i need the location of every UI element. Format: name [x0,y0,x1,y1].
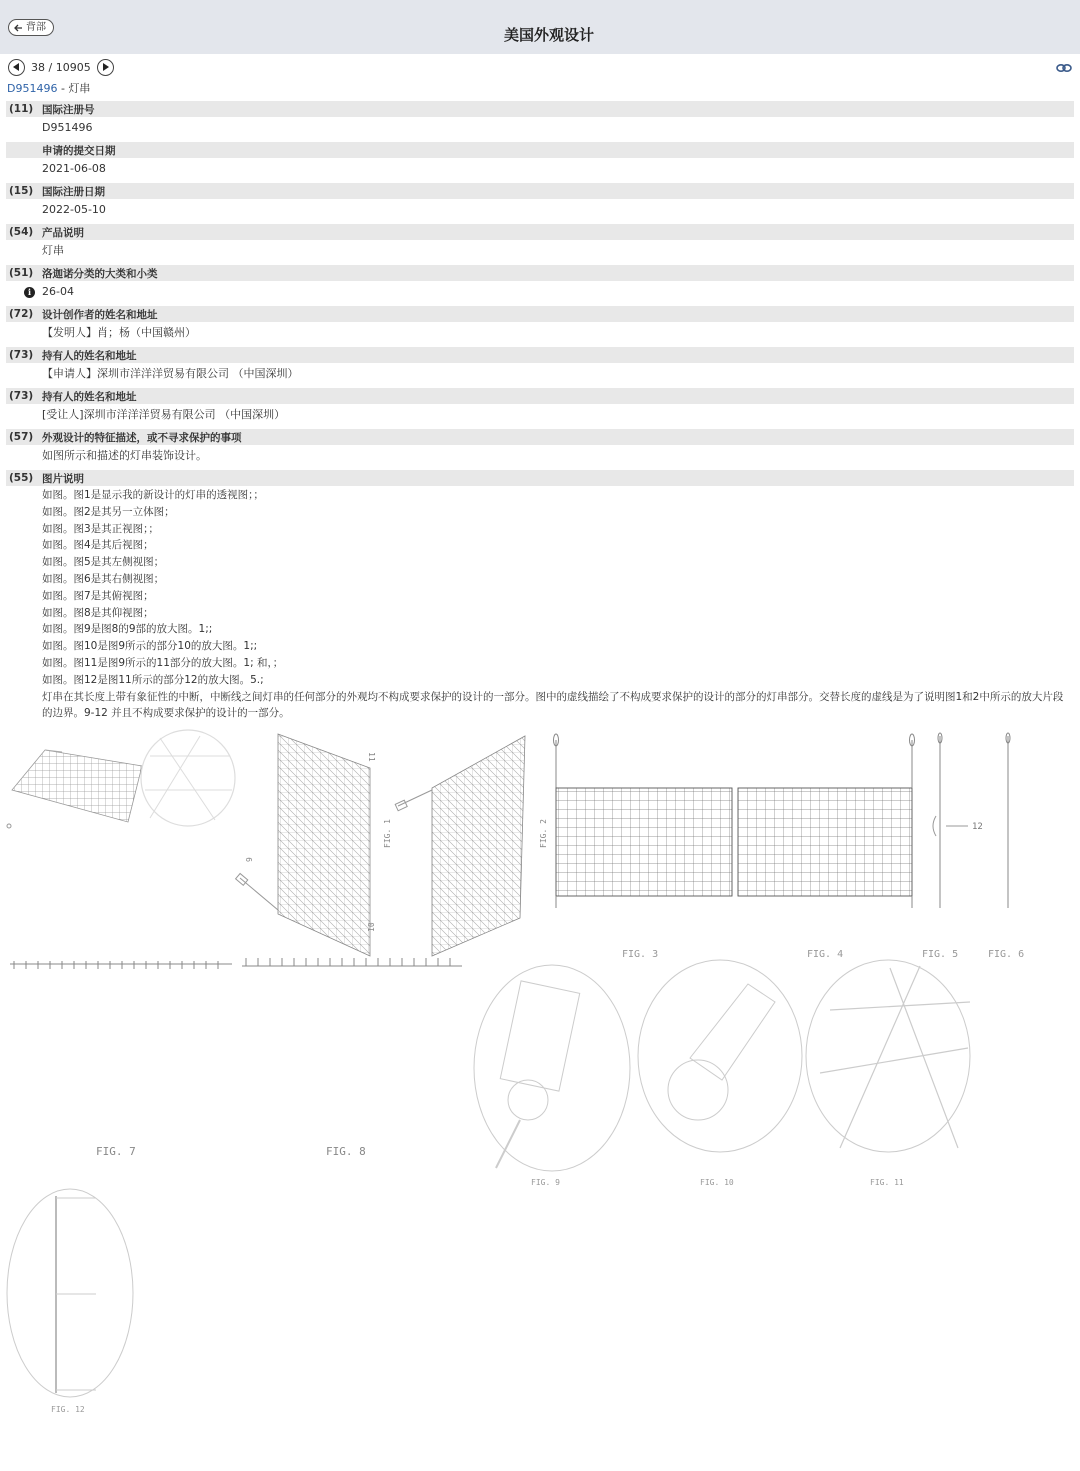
field-value: 26-04 [42,285,74,298]
field-code: (73) [9,390,34,402]
field-code: (57) [9,431,34,443]
field-label: 设计创作者的姓名和地址 [42,308,158,321]
field-locarno-class [6,265,1074,306]
link-icon[interactable] [1056,62,1072,74]
fig9-label: FIG. 9 [531,1178,560,1187]
figure-description-line: 如图。图11是图9所示的11部分的放大图。1; 和，； [42,656,284,669]
page-title: 美国外观设计 [503,26,594,44]
figure-description-line: 如图。图4是其后视图； [42,539,154,552]
top-bar [0,0,1080,54]
fig9-drawing [474,965,630,1171]
figure-description-line: 如图。图10是图9所示的部分10的放大图。1;; [42,640,258,653]
info-icon[interactable]: i [24,287,35,298]
patent-drawings [0,728,1080,1428]
field-code: (72) [9,308,34,320]
fig8-label: FIG. 8 [326,1145,366,1158]
figure-description-line: 如图。图7是其俯视图； [42,589,154,602]
figure-description-line: 如图。图12是图11所示的部分12的放大图。5.; [42,673,264,686]
field-label: 国际注册日期 [42,185,105,198]
figure-description-line: 如图。图5是其左侧视图； [42,556,165,569]
fig10-drawing [638,960,802,1152]
field-registration-number [6,101,1074,142]
fig5-label: FIG. 5 [922,949,959,960]
field-value: 【发明人】肖；杨（中国赣州） [42,326,196,339]
field-value: 【申请人】深圳市洋洋洋贸易有限公司 （中国深圳） [42,367,299,380]
field-label: 产品说明 [42,226,84,239]
record-position: 38 / 10905 [31,60,91,74]
field-code: (54) [9,226,34,238]
fig11-label: FIG. 11 [870,1178,904,1187]
fig1-label: FIG. 1 [383,819,392,848]
field-figure-descriptions [6,470,1074,721]
small-net-drawing [7,750,142,828]
ref-numeral-10: 10 [367,922,376,932]
fig11-drawing [806,960,970,1152]
document-reference [7,80,90,96]
field-registration-date [6,183,1074,224]
back-button-label: 背部 [26,22,46,33]
ref-numeral-9: 9 [245,857,254,862]
pager [8,58,114,76]
ref-numeral-11: 11 [367,752,376,762]
triangle-right-icon [102,63,109,71]
fig7-fig8-drawing [10,964,462,966]
figure-description-paragraph: 灯串在其长度上带有象征性的中断，中断线之间灯串的任何部分的外观均不构成要求保护的设计的一部分。图中的虚线描绘了不构成要求保护的设计的部分的灯串部分。交替长度的虚线是为了说明图1和2中所示的放大片段的边界。9-12 并且不构成要求保护的设计的一部分。 [42,690,1064,719]
field-label: 洛迦诺分类的大类和小类 [42,267,158,280]
fig3-label: FIG. 3 [622,949,659,960]
field-label: 持有人的姓名和地址 [42,390,137,403]
next-record-button[interactable] [97,59,114,76]
figure-description-line: 如图。图8是其仰视图； [42,606,154,619]
field-filing-date [6,142,1074,183]
figure-description-list [6,486,1074,721]
field-holder-applicant [6,347,1074,388]
field-code: (51) [9,267,34,279]
field-holder-assignee [6,388,1074,429]
field-value: [受让人]深圳市洋洋洋贸易有限公司 （中国深圳） [42,408,286,421]
field-label: 持有人的姓名和地址 [42,349,137,362]
figure-description-line: 如图。图9是图8的9部的放大图。1;; [42,623,213,636]
document-title: 灯串 [68,82,91,95]
field-label: 国际注册号 [42,103,95,116]
field-code: (73) [9,349,34,361]
document-number-link[interactable]: D951496 [7,82,58,95]
bibliographic-fields [6,101,1074,721]
field-value-wrapper [6,281,1074,306]
figure-description-line: 如图。图6是其右侧视图； [42,572,165,585]
field-value: 如图所示和描述的灯串装饰设计。 [42,449,207,462]
field-designer [6,306,1074,347]
figure-description-line: 如图。图3是其正视图；； [42,522,159,535]
fig5-fig6-drawing [933,733,1010,908]
field-value: 灯串 [42,244,64,257]
fig12-label: FIG. 12 [51,1405,85,1414]
fig7-label: FIG. 7 [96,1145,136,1158]
field-value: D951496 [42,121,93,134]
field-value: 2021-06-08 [42,162,106,175]
ref-numeral-12: 12 [972,822,983,832]
field-code: (15) [9,185,34,197]
fig10-label: FIG. 10 [700,1178,734,1187]
fig1-drawing [236,734,392,956]
field-label: 申请的提交日期 [42,144,116,157]
circle-detail-drawing [141,730,235,826]
field-value: 2022-05-10 [42,203,106,216]
field-code: (55) [9,472,34,484]
previous-record-button[interactable] [8,59,25,76]
fig3-fig4-drawing [554,734,915,908]
fig4-label: FIG. 4 [807,949,844,960]
figure-description-line: 如图。图2是其另一立体图； [42,505,175,518]
fig6-label: FIG. 6 [988,949,1025,960]
field-code: (11) [9,103,34,115]
fig2-label: FIG. 2 [539,819,548,848]
fig12-drawing [7,1189,133,1397]
field-label: 外观设计的特征描述，或不寻求保护的事项 [42,431,242,444]
triangle-left-icon [13,63,20,71]
fig2-drawing [395,736,548,956]
field-product-description [6,224,1074,265]
field-design-description [6,429,1074,470]
figure-description-line: 如图。图1是显示我的新设计的灯串的透视图；； [42,489,264,501]
field-label: 图片说明 [42,472,84,485]
document-separator: - [57,82,69,95]
